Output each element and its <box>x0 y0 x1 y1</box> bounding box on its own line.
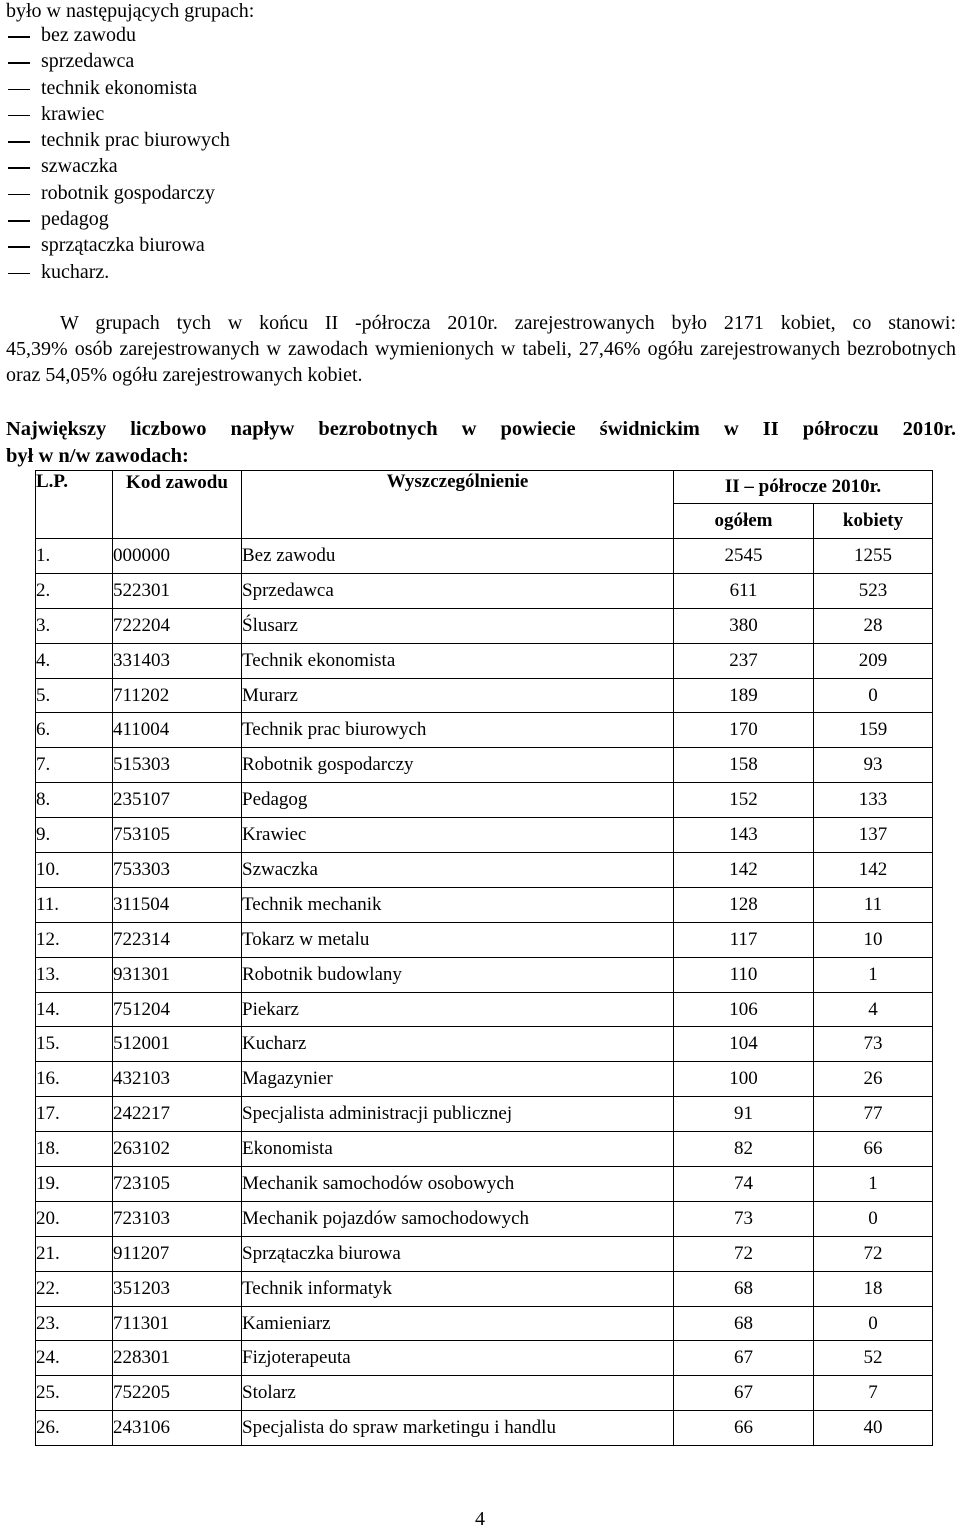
cell-kod: 235107 <box>113 783 242 818</box>
cell-kod: 000000 <box>113 539 242 574</box>
table-row <box>36 1097 933 1132</box>
cell-ogolem: 74 <box>674 1167 814 1202</box>
cell-lp: 21. <box>36 1236 113 1271</box>
table-row <box>36 992 933 1027</box>
cell-name: Bez zawodu <box>242 539 674 574</box>
section-heading-line1: Największy liczbowo napływ bezrobotnych w powiecie świdnickim w II półroczu 2010r. <box>6 418 956 440</box>
cell-ogolem: 91 <box>674 1097 814 1132</box>
cell-kobiety: 93 <box>814 748 933 783</box>
cell-ogolem: 380 <box>674 608 814 643</box>
cell-name: Mechanik samochodów osobowych <box>242 1167 674 1202</box>
group-label: bez zawodu <box>41 24 136 46</box>
table-row <box>36 1411 933 1446</box>
cell-name: Technik prac biurowych <box>242 713 674 748</box>
page-number: 4 <box>475 1508 485 1530</box>
cell-kod: 711301 <box>113 1306 242 1341</box>
table-row <box>36 678 933 713</box>
cell-name: Specjalista do spraw marketingu i handlu <box>242 1411 674 1446</box>
table-row <box>36 1062 933 1097</box>
group-item <box>6 180 230 206</box>
cell-kobiety: 142 <box>814 853 933 888</box>
cell-lp: 9. <box>36 818 113 853</box>
cell-lp: 24. <box>36 1341 113 1376</box>
section-heading <box>6 416 956 470</box>
header-kod: Kod zawodu <box>113 471 242 539</box>
cell-ogolem: 152 <box>674 783 814 818</box>
table-row <box>36 1341 933 1376</box>
cell-name: Technik informatyk <box>242 1271 674 1306</box>
table-row <box>36 783 933 818</box>
table-row <box>36 608 933 643</box>
dash-bullet-icon <box>8 36 30 38</box>
dash-bullet-icon <box>8 220 30 222</box>
dash-bullet-icon <box>8 115 30 117</box>
cell-kod: 432103 <box>113 1062 242 1097</box>
group-item <box>6 259 230 285</box>
header-name: Wyszczególnienie <box>242 471 674 539</box>
cell-kobiety: 0 <box>814 1306 933 1341</box>
cell-name: Szwaczka <box>242 853 674 888</box>
cell-kod: 331403 <box>113 643 242 678</box>
table-row <box>36 748 933 783</box>
cell-kod: 351203 <box>113 1271 242 1306</box>
cell-lp: 4. <box>36 643 113 678</box>
table-row <box>36 573 933 608</box>
cell-name: Murarz <box>242 678 674 713</box>
group-item <box>6 48 230 74</box>
cell-ogolem: 611 <box>674 573 814 608</box>
table-row <box>36 1201 933 1236</box>
header-lp: L.P. <box>36 471 113 539</box>
dash-bullet-icon <box>8 194 30 196</box>
cell-lp: 18. <box>36 1132 113 1167</box>
cell-kobiety: 40 <box>814 1411 933 1446</box>
cell-kod: 911207 <box>113 1236 242 1271</box>
cell-kobiety: 159 <box>814 713 933 748</box>
occupations-table <box>35 470 933 1446</box>
cell-kobiety: 137 <box>814 818 933 853</box>
cell-kobiety: 209 <box>814 643 933 678</box>
group-label: sprzedawca <box>41 50 135 73</box>
cell-kod: 723103 <box>113 1201 242 1236</box>
table-row <box>36 1167 933 1202</box>
cell-kod: 931301 <box>113 957 242 992</box>
cell-lp: 25. <box>36 1376 113 1411</box>
cell-lp: 19. <box>36 1167 113 1202</box>
group-label: kucharz. <box>41 260 110 283</box>
header-period: II – półrocze 2010r. <box>674 471 933 504</box>
cell-lp: 16. <box>36 1062 113 1097</box>
cell-name: Sprzątaczka biurowa <box>242 1236 674 1271</box>
cell-lp: 26. <box>36 1411 113 1446</box>
cell-kobiety: 1255 <box>814 539 933 574</box>
dash-bullet-icon <box>8 141 30 143</box>
header-kobiety: kobiety <box>814 504 933 539</box>
table-row <box>36 853 933 888</box>
group-item <box>6 127 230 153</box>
groups-list <box>6 22 230 285</box>
group-label: technik ekonomista <box>41 76 198 99</box>
cell-name: Kucharz <box>242 1027 674 1062</box>
cell-kobiety: 10 <box>814 922 933 957</box>
group-label: krawiec <box>41 102 105 125</box>
cell-ogolem: 117 <box>674 922 814 957</box>
cell-kobiety: 73 <box>814 1027 933 1062</box>
summary-paragraph <box>6 310 956 388</box>
cell-kod: 751204 <box>113 992 242 1027</box>
group-label: sprzątaczka biurowa <box>41 234 205 257</box>
dash-bullet-icon <box>8 62 30 64</box>
table-row <box>36 1306 933 1341</box>
cell-name: Piekarz <box>242 992 674 1027</box>
group-label: szwaczka <box>41 155 118 178</box>
table-row <box>36 713 933 748</box>
cell-lp: 8. <box>36 783 113 818</box>
group-item <box>6 206 230 232</box>
cell-lp: 22. <box>36 1271 113 1306</box>
cell-ogolem: 128 <box>674 887 814 922</box>
cell-kod: 242217 <box>113 1097 242 1132</box>
cell-ogolem: 142 <box>674 853 814 888</box>
group-item <box>6 153 230 179</box>
cell-kobiety: 26 <box>814 1062 933 1097</box>
table-row <box>36 643 933 678</box>
intro-line: było w następujących grupach: <box>6 0 255 22</box>
cell-name: Technik ekonomista <box>242 643 674 678</box>
cell-ogolem: 189 <box>674 678 814 713</box>
cell-kobiety: 1 <box>814 957 933 992</box>
cell-name: Sprzedawca <box>242 573 674 608</box>
cell-ogolem: 104 <box>674 1027 814 1062</box>
cell-ogolem: 67 <box>674 1376 814 1411</box>
cell-kod: 753105 <box>113 818 242 853</box>
dash-bullet-icon <box>8 89 30 91</box>
cell-kobiety: 52 <box>814 1341 933 1376</box>
cell-lp: 5. <box>36 678 113 713</box>
cell-kobiety: 4 <box>814 992 933 1027</box>
cell-name: Ślusarz <box>242 608 674 643</box>
dash-bullet-icon <box>8 246 30 248</box>
cell-name: Magazynier <box>242 1062 674 1097</box>
cell-kod: 753303 <box>113 853 242 888</box>
cell-kod: 228301 <box>113 1341 242 1376</box>
cell-ogolem: 158 <box>674 748 814 783</box>
cell-name: Krawiec <box>242 818 674 853</box>
table-row <box>36 818 933 853</box>
cell-lp: 7. <box>36 748 113 783</box>
cell-lp: 20. <box>36 1201 113 1236</box>
cell-name: Fizjoterapeuta <box>242 1341 674 1376</box>
table-body <box>36 539 933 1446</box>
group-item <box>6 232 230 258</box>
cell-ogolem: 67 <box>674 1341 814 1376</box>
table-row <box>36 1132 933 1167</box>
cell-ogolem: 66 <box>674 1411 814 1446</box>
cell-name: Tokarz w metalu <box>242 922 674 957</box>
cell-kobiety: 7 <box>814 1376 933 1411</box>
cell-ogolem: 68 <box>674 1271 814 1306</box>
cell-kobiety: 1 <box>814 1167 933 1202</box>
cell-kobiety: 0 <box>814 1201 933 1236</box>
cell-kobiety: 133 <box>814 783 933 818</box>
cell-kod: 722314 <box>113 922 242 957</box>
cell-kobiety: 523 <box>814 573 933 608</box>
cell-kod: 263102 <box>113 1132 242 1167</box>
dash-bullet-icon <box>8 167 30 169</box>
cell-kod: 311504 <box>113 887 242 922</box>
cell-kobiety: 18 <box>814 1271 933 1306</box>
cell-ogolem: 106 <box>674 992 814 1027</box>
summary-paragraph-line1: W grupach tych w końcu II -półrocza 2010r. zarejestrowanych było 2171 kobiet, co stanowi: <box>60 312 956 334</box>
group-label: technik prac biurowych <box>41 129 230 152</box>
cell-lp: 11. <box>36 887 113 922</box>
cell-lp: 10. <box>36 853 113 888</box>
group-label: robotnik gospodarczy <box>41 181 215 204</box>
cell-kod: 243106 <box>113 1411 242 1446</box>
cell-ogolem: 82 <box>674 1132 814 1167</box>
cell-kobiety: 28 <box>814 608 933 643</box>
cell-kod: 512001 <box>113 1027 242 1062</box>
table-row <box>36 887 933 922</box>
cell-lp: 1. <box>36 539 113 574</box>
cell-kobiety: 72 <box>814 1236 933 1271</box>
table-row <box>36 1376 933 1411</box>
cell-lp: 17. <box>36 1097 113 1132</box>
cell-kobiety: 77 <box>814 1097 933 1132</box>
cell-kod: 711202 <box>113 678 242 713</box>
cell-lp: 15. <box>36 1027 113 1062</box>
table-row <box>36 1027 933 1062</box>
cell-kobiety: 66 <box>814 1132 933 1167</box>
cell-kod: 752205 <box>113 1376 242 1411</box>
cell-name: Ekonomista <box>242 1132 674 1167</box>
cell-lp: 23. <box>36 1306 113 1341</box>
cell-name: Robotnik budowlany <box>242 957 674 992</box>
cell-kod: 723105 <box>113 1167 242 1202</box>
cell-kobiety: 0 <box>814 678 933 713</box>
cell-name: Robotnik gospodarczy <box>242 748 674 783</box>
group-label: pedagog <box>41 208 109 231</box>
cell-ogolem: 110 <box>674 957 814 992</box>
cell-ogolem: 170 <box>674 713 814 748</box>
cell-ogolem: 73 <box>674 1201 814 1236</box>
cell-name: Stolarz <box>242 1376 674 1411</box>
cell-lp: 13. <box>36 957 113 992</box>
cell-kobiety: 11 <box>814 887 933 922</box>
cell-kod: 522301 <box>113 573 242 608</box>
table-row <box>36 1271 933 1306</box>
cell-ogolem: 143 <box>674 818 814 853</box>
table-row <box>36 539 933 574</box>
table-row <box>36 922 933 957</box>
dash-bullet-icon <box>8 273 30 275</box>
group-item <box>6 101 230 127</box>
cell-lp: 12. <box>36 922 113 957</box>
cell-name: Mechanik pojazdów samochodowych <box>242 1201 674 1236</box>
cell-ogolem: 72 <box>674 1236 814 1271</box>
cell-kod: 515303 <box>113 748 242 783</box>
table-row <box>36 957 933 992</box>
cell-lp: 6. <box>36 713 113 748</box>
cell-lp: 3. <box>36 608 113 643</box>
cell-name: Kamieniarz <box>242 1306 674 1341</box>
cell-ogolem: 237 <box>674 643 814 678</box>
group-item <box>6 22 230 48</box>
cell-lp: 2. <box>36 573 113 608</box>
table-row <box>36 1236 933 1271</box>
cell-name: Specjalista administracji publicznej <box>242 1097 674 1132</box>
cell-ogolem: 2545 <box>674 539 814 574</box>
cell-name: Technik mechanik <box>242 887 674 922</box>
section-heading-line2: był w n/w zawodach: <box>6 445 189 467</box>
cell-name: Pedagog <box>242 783 674 818</box>
cell-lp: 14. <box>36 992 113 1027</box>
summary-paragraph-rest: 45,39% osób zarejestrowanych w zawodach wymienionych w tabeli, 27,46% ogółu zarejestrowanych bezrobotnych oraz 54,05% ogółu zarejestrowanych kobiet. <box>6 338 956 386</box>
cell-kod: 411004 <box>113 713 242 748</box>
group-item <box>6 75 230 101</box>
cell-ogolem: 100 <box>674 1062 814 1097</box>
cell-ogolem: 68 <box>674 1306 814 1341</box>
cell-kod: 722204 <box>113 608 242 643</box>
header-ogolem: ogółem <box>674 504 814 539</box>
